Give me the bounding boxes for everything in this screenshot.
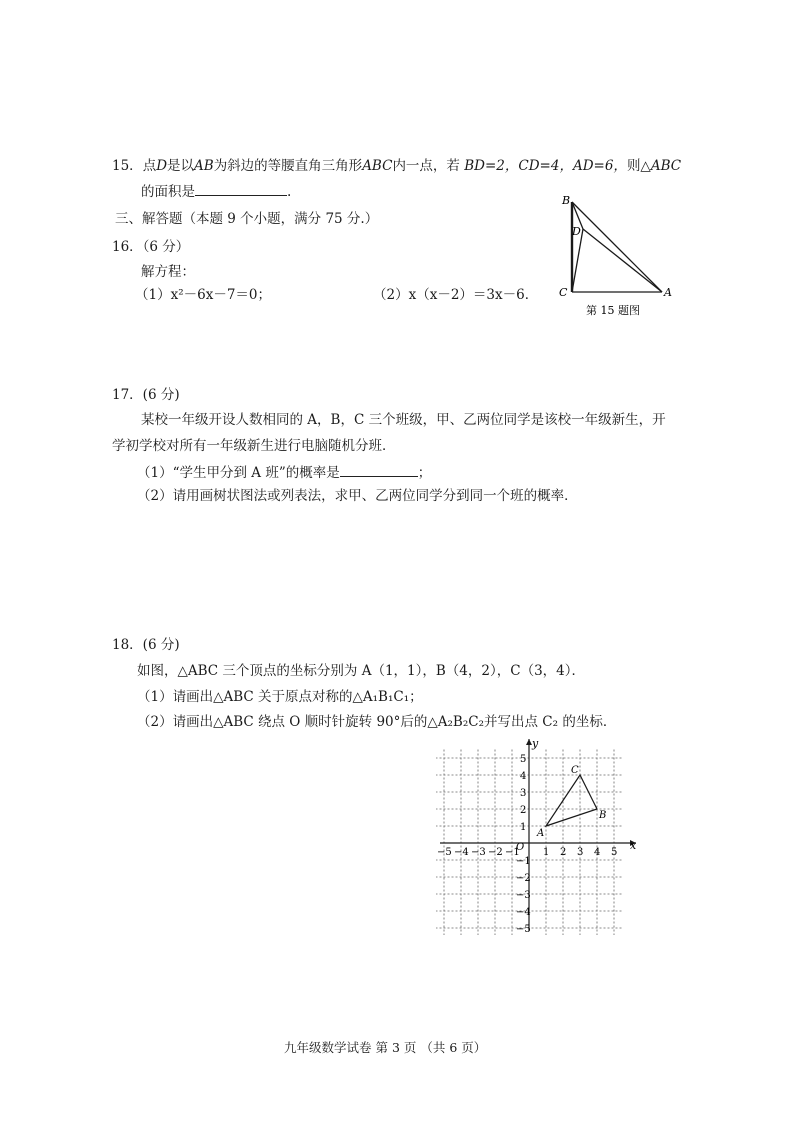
q17-answer-blank[interactable]	[340, 462, 418, 477]
q15-line1: 15．点D是以AB为斜边的等腰直角三角形ABC内一点，若 BD=2，CD=4，AD=6，则△ABC	[112, 158, 682, 174]
q18-header: 18．(6 分)	[112, 637, 180, 653]
q15-label-a: A	[664, 286, 672, 299]
page-footer: 九年级数学试卷 第 3 页 （共 6 页）	[284, 1040, 487, 1055]
x-tick-label: 3	[577, 847, 584, 858]
y-tick-label: −5	[516, 924, 531, 935]
q16-intro: 解方程：	[141, 264, 195, 280]
q17-para-line1: 某校一年级开设人数相同的 A，B，C 三个班级，甲、乙两位同学是该校一年级新生，开	[141, 412, 666, 428]
q15-line2: 的面积是 .	[141, 181, 291, 201]
x-tick-label: 4	[594, 847, 601, 858]
q17-header: 17．(6 分)	[112, 387, 180, 403]
y-tick-label: 2	[520, 805, 527, 816]
q16-part2: （2）x（x－2）＝3x－6．	[373, 287, 539, 303]
y-tick-label: −4	[516, 907, 531, 918]
q15-answer-blank[interactable]	[195, 181, 287, 196]
q18-part1: （1）请画出△ABC 关于原点对称的△A₁B₁C₁；	[137, 689, 423, 705]
q17-part1: （1）“学生甲分到 A 班”的概率是 ；	[137, 462, 431, 482]
point-a-label: A	[537, 828, 545, 839]
y-axis-label: y	[532, 737, 539, 750]
x-tick-label: 2	[560, 847, 567, 858]
x-tick-label: −1	[505, 847, 520, 858]
q16-part1: （1）x²－6x－7＝0；	[135, 287, 271, 303]
q17-para-line2: 学初学校对所有一年级新生进行电脑随机分班．	[112, 438, 396, 454]
q15-number: 15．	[112, 158, 143, 174]
x-tick-label: −4	[454, 847, 469, 858]
origin-label: O	[516, 842, 525, 853]
q15-side-ab	[572, 202, 662, 292]
y-tick-label: −3	[516, 890, 531, 901]
q15-label-d: D	[572, 225, 581, 238]
q18-intro: 如图，△ABC 三个顶点的坐标分别为 A（1，1），B（4，2），C（3，4）．	[137, 663, 585, 679]
section3-title: 三、解答题（本题 9 个小题，满分 75 分.）	[115, 211, 379, 227]
y-tick-label: −1	[516, 856, 531, 867]
q15-seg-ad	[583, 229, 662, 292]
q17-part2: （2）请用画树状图法或列表法，求甲、乙两位同学分到同一个班的概率．	[137, 488, 578, 504]
y-tick-label: 1	[520, 822, 527, 833]
x-tick-label: 5	[611, 847, 618, 858]
y-tick-label: 3	[520, 788, 527, 799]
q15-seg-cd	[572, 229, 583, 292]
point-b-label: B	[599, 810, 607, 821]
x-axis-label: x	[630, 839, 637, 852]
y-tick-label: 5	[520, 754, 527, 765]
x-tick-label: −2	[488, 847, 503, 858]
q18-coordinate-grid	[436, 735, 642, 935]
q18-part2: （2）请画出△ABC 绕点 O 顺时针旋转 90°后的△A₂B₂C₂并写出点 C₂ 的坐标．	[137, 714, 617, 730]
triangle-abc	[546, 775, 597, 826]
y-tick-label: 4	[520, 771, 527, 782]
x-tick-label: −5	[437, 847, 452, 858]
q16-header: 16．（6 分）	[112, 239, 190, 255]
q15-label-b: B	[562, 194, 571, 207]
point-c-label: C	[571, 765, 579, 776]
q15-figure	[552, 192, 682, 322]
x-tick-label: 1	[543, 847, 550, 858]
q15-figure-caption: 第 15 题图	[586, 304, 640, 317]
q15-label-c: C	[559, 286, 568, 299]
x-tick-label: −3	[471, 847, 486, 858]
y-tick-label: −2	[516, 873, 531, 884]
